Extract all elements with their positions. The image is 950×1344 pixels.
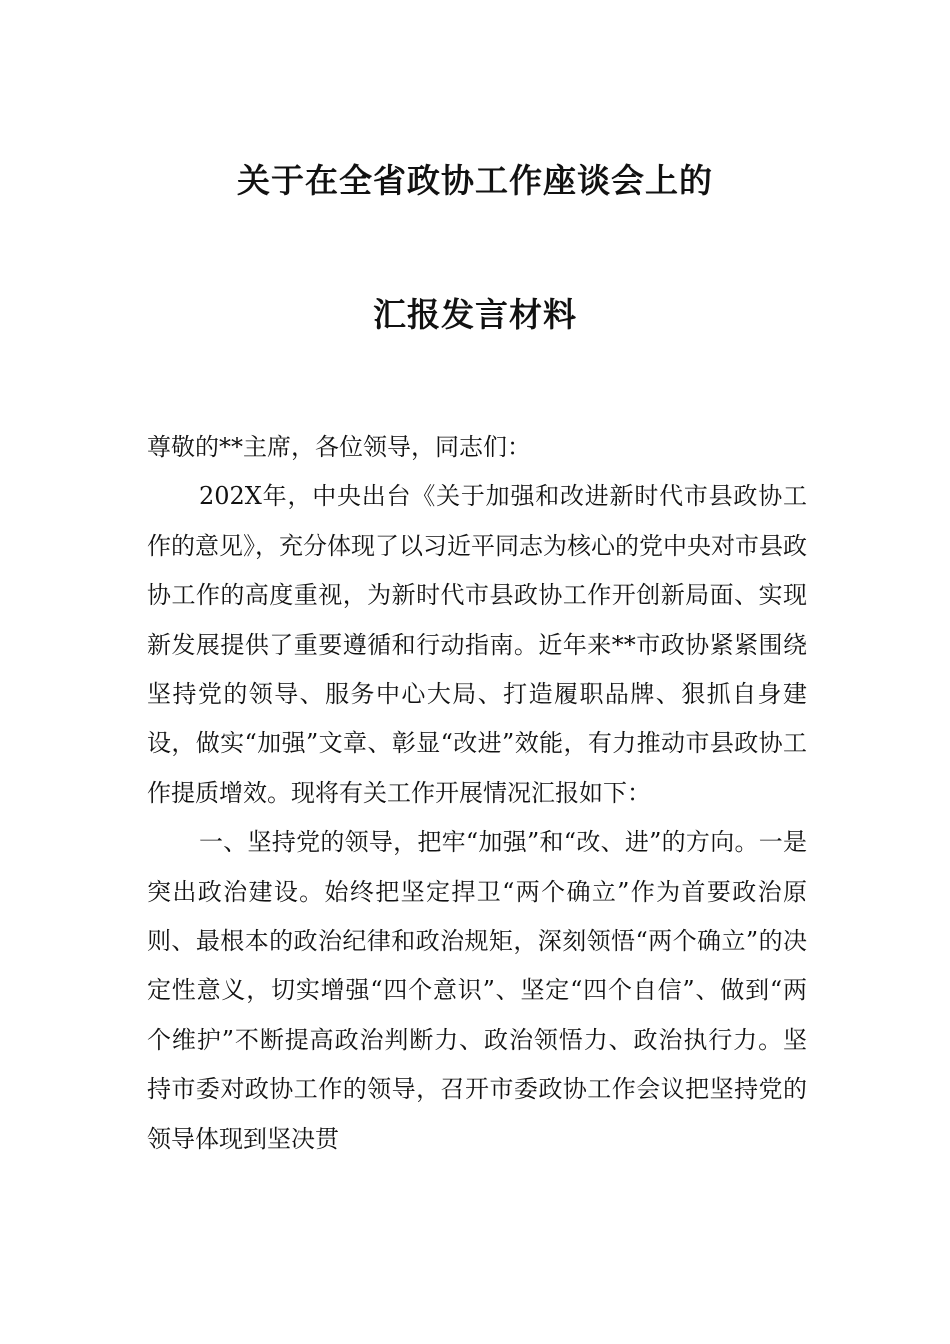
document-title-line-2: 汇报发言材料 — [373, 295, 577, 334]
document-title-line-1: 关于在全省政协工作座谈会上的 — [237, 161, 713, 200]
paragraph-intro: 202X年，中央出台《关于加强和改进新时代市县政协工作的意见》，充分体现了以习近平同志为核心的党中央对市县政协工作的高度重视，为新时代市县政协工作开创新局面、实现新发展提供了重要遵循和行动指南。近年来**市政协紧紧围绕坚持党的领导、服务中心大局、打造履职品牌、狠抓自身建设，做实“加强”文章、彰显“改进”效能，有力推动市县政协工作提质增效。现将有关工作开展情况汇报如下： — [147, 482, 807, 807]
document-body — [147, 423, 807, 1164]
salutation: 尊敬的**主席，各位领导，同志们： — [147, 433, 531, 461]
paragraph-section-one: 一、坚持党的领导，把牢“加强”和“改、进”的方向。一是突出政治建设。始终把坚定捍卫“两个确立”作为首要政治原则、最根本的政治纪律和政治规矩，深刻领悟“两个确立”的决定性意义，切实增强“四个意识”、坚定“四个自信”、做到“两个维护”不断提高政治判断力、政治领悟力、政治执行力。坚持市委对政协工作的领导，召开市委政协工作会议把坚持党的领导体现到坚决贯 — [147, 828, 807, 1153]
